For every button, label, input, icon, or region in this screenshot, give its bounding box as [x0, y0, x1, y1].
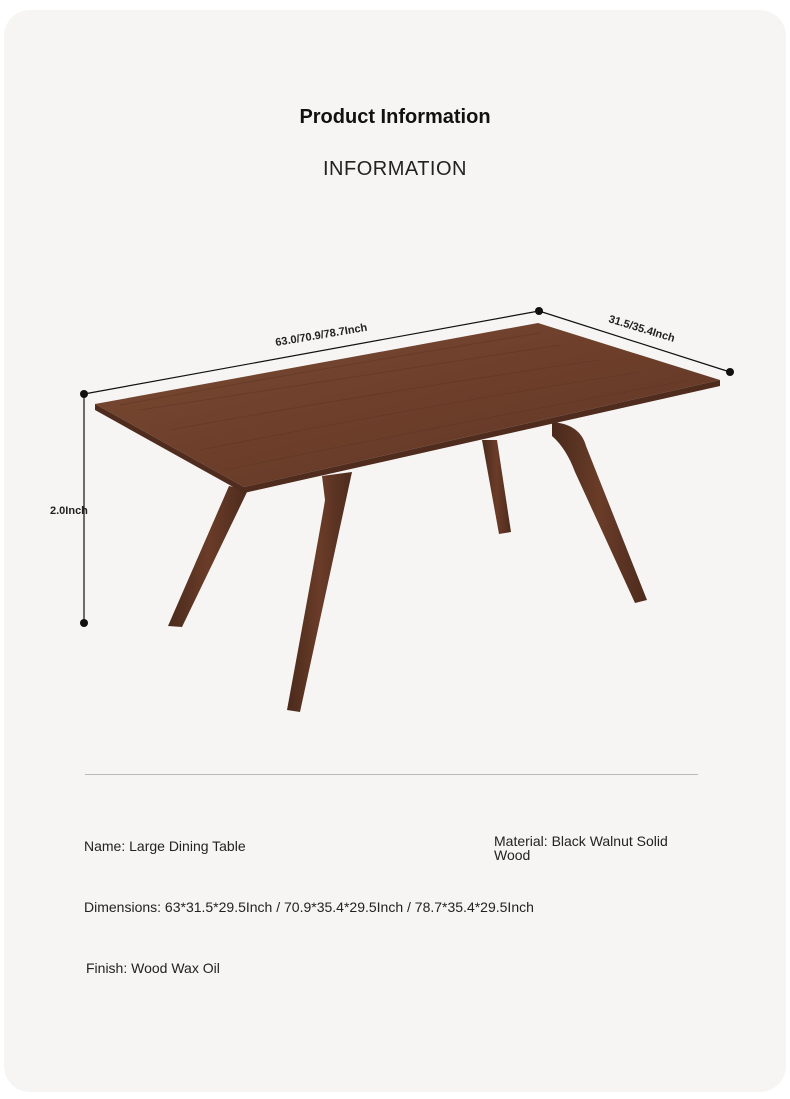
table-leg-back-right: [552, 422, 647, 603]
table-leg-front-center: [287, 472, 352, 712]
spec-finish: Finish: Wood Wax Oil: [86, 960, 220, 976]
spec-material: Material: Black Walnut Solid Wood: [494, 833, 668, 863]
dimension-marker: [726, 368, 734, 376]
spec-name: Name: Large Dining Table: [84, 838, 246, 854]
section-divider: [85, 774, 698, 775]
table-leg-back-middle: [482, 440, 511, 534]
spec-dimensions: Dimensions: 63*31.5*29.5Inch / 70.9*35.4*29.5Inch / 78.7*35.4*29.5Inch: [84, 899, 534, 915]
page-subtitle: INFORMATION: [322, 158, 467, 180]
height-label: 2.0Inch: [50, 505, 88, 517]
table-leg-front-left: [168, 486, 248, 627]
page-title: Product Information: [299, 106, 491, 128]
dimension-marker: [80, 619, 88, 627]
width-label: 31.5/35.4Inch: [607, 313, 677, 345]
length-label: 63.0/70.9/78.7Inch: [274, 321, 369, 349]
